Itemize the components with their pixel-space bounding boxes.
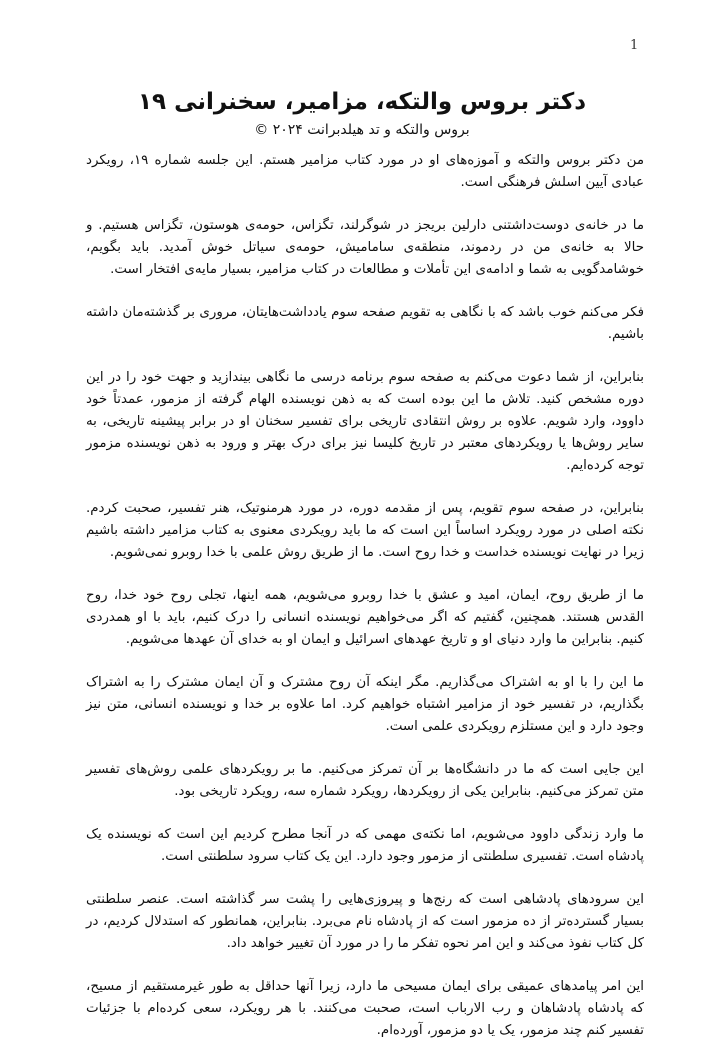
paragraph: ما از طریق روح، ایمان، امید و عشق با خدا روبرو می‌شویم، همه اینها، تجلی روح خود خدا، روح القدس هستند. همچنین، گفتیم که اگر می‌خواهیم نویسنده انسانی را درک کنیم، باید با او همدردی کنیم. بنابراین ما وارد دنیای او و تاریخ عهدهای اسرائیل و ایمان او به خدای آن عهدها می‌شویم.: [86, 588, 644, 647]
paragraph: بنابراین، در صفحه سوم تقویم، پس از مقدمه دوره، در مورد هرمنوتیک، هنر تفسیر، صحبت کردم. نکته اصلی در مورد رویکرد اساساً این است که ما باید رویکردی معنوی به کتاب مزامیر داشته باشیم زیرا در نهایت نویسنده خداست و خدا روح است. ما از طریق روش علمی با خدا روبرو نمی‌شویم.: [86, 501, 644, 560]
paragraph: من دکتر بروس والتکه و آموزه‌های او در مورد کتاب مزامیر هستم. این جلسه شماره ۱۹، رویکرد عبادی آیین اسلش فرهنگی است.: [86, 153, 644, 190]
paragraph: این جایی است که ما در دانشگاه‌ها بر آن تمرکز می‌کنیم. ما بر رویکردهای علمی روش‌های تفسیر متن تمرکز می‌کنیم. بنابراین یکی از رویکردها، رویکرد شماره سه، رویکرد تاریخی بود.: [86, 762, 644, 799]
document-title: دکتر بروس والتکه، مزامیر، سخنرانی ۱۹: [137, 89, 587, 115]
paragraph: ما در خانه‌ی دوست‌داشتنی دارلین بریجز در شوگرلند، تگزاس، حومه‌ی هوستون، تگزاس هستیم. و حالا به خانه‌ی من در ردموند، منطقه‌ی سامامیش، حومه‌ی سیاتل خوش آمدید. باید بگویم، خوشامدگویی به شما و ادامه‌ی این تأملات و مطالعات در کتاب مزامیر، بسیار مایه‌ی افتخار است.: [86, 218, 644, 277]
paragraph: ما وارد زندگی داوود می‌شویم، اما نکته‌ی مهمی که در آنجا مطرح کردیم این است که نویسنده یک پادشاه است. تفسیری سلطنتی از مزمور وجود دارد. این یک کتاب سرود سلطنتی است.: [86, 827, 644, 864]
paragraph: این سرودهای پادشاهی است که رنج‌ها و پیروزی‌هایی را پشت سر گذاشته است. عنصر سلطنتی بسیار گسترده‌تر از ده مزمور است که از پادشاه نام می‌برد. بنابراین، همانطور که استدلال کردیم، در کل کتاب نفوذ می‌کند و این امر نحوه تفکر ما را در مورد آن تغییر خواهد داد.: [86, 892, 644, 951]
page-number: 1: [630, 38, 639, 53]
document-body: [86, 150, 644, 1063]
paragraph: بنابراین، از شما دعوت می‌کنم به صفحه سوم برنامه درسی ما نگاهی بیندازید و جهت خود را در این دوره مشخص کنید. تلاش ما این بوده است که به ذهن نویسنده الهام گرفته از مزمور، عمدتاً خود داوود، وارد شویم. علاوه بر روش انتقادی تاریخی برای تفسیر سخنان او در برابر پیشینه تاریخی، به سایر روش‌ها یا رویکردهای معتبر در تاریخ کلیسا نیز برای درک بهتر و ورود به ذهن نویسنده مزمور توجه کرده‌ایم.: [86, 370, 644, 473]
paragraph: ما این را با او به اشتراک می‌گذاریم. مگر اینکه آن روح مشترک و آن ایمان مشترک را به اشتراک بگذاریم، در تفسیر خود از مزامیر اشتباه خواهیم کرد. اما علاوه بر خدا و نویسنده انسانی، متن نیز وجود دارد و این مستلزم رویکردی علمی است.: [86, 675, 644, 734]
paragraph: این امر پیامدهای عمیقی برای ایمان مسیحی ما دارد، زیرا آنها حداقل به طور غیرمستقیم از مسیح، که پادشاه پادشاهان و رب الارباب است، صحبت می‌کنند. با هر رویکرد، سعی کرده‌ام با جزئیات تفسیر کنم چند مزمور، یک یا دو مزمور، آورده‌ام.: [86, 979, 644, 1038]
document-subtitle: بروس والتکه و تد هیلدبرانت ۲۰۲۴ ©: [254, 122, 470, 138]
document-header: [0, 86, 724, 140]
paragraph: فکر می‌کنم خوب باشد که با نگاهی به تقویم صفحه سوم یادداشت‌هایتان، مروری بر گذشته‌مان داشته باشیم.: [86, 305, 644, 342]
